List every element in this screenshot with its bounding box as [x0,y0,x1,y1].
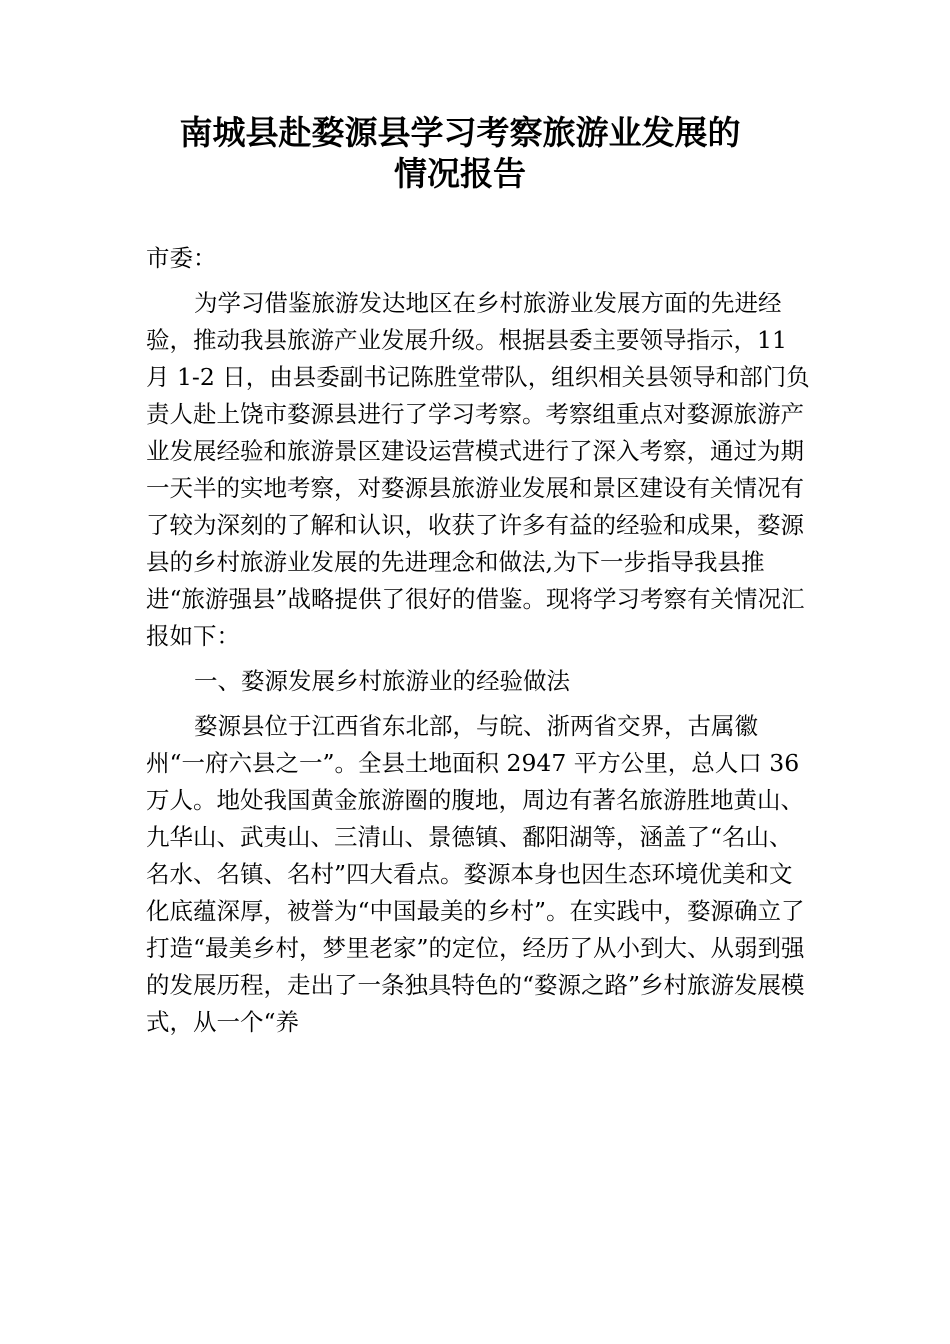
salutation: 市委： [146,244,217,272]
document-title [0,112,920,194]
title-line-2: 情况报告 [394,154,526,193]
paragraph-wuyuan-overview: 婺源县位于江西省东北部，与皖、浙两省交界，古属徽州“一府六县之一”。全县土地面积 2947 平方公里，总人口 36 万人。地处我国黄金旅游圈的腹地，周边有著名旅游胜地黄山、九华山、武夷山、三清山、景德镇、鄱阳湖等，涵盖了“名山、名水、名镇、名村”四大看点。婺源本身也因生态环境优美和文化底蕴深厚，被誉为“中国最美的乡村”。在实践中，婺源确立了打造“最美乡村，梦里老家”的定位，经历了从小到大、从弱到强的发展历程，走出了一条独具特色的“婺源之路”乡村旅游发展模式，从一个“养 [146,712,805,1036]
section-heading-1: 一、婺源发展乡村旅游业的经验做法 [194,667,570,695]
title-line-1: 南城县赴婺源县学习考察旅游业发展的 [179,113,741,152]
document-body [146,240,814,1041]
paragraph-intro: 为学习借鉴旅游发达地区在乡村旅游业发展方面的先进经验，推动我县旅游产业发展升级。根据县委主要领导指示，11 月 1-2 日，由县委副书记陈胜堂带队，组织相关县领导和部门负责人赴上饶市婺源县进行了学习考察。考察组重点对婺源旅游产业发展经验和旅游景区建设运营模式进行了深入考察，通过为期一天半的实地考察，对婺源县旅游业发展和景区建设有关情况有了较为深刻的了解和认识，收获了许多有益的经验和成果，婺源县的乡村旅游业发展的先进理念和做法,为下一步指导我县推进“旅游强县”战略提供了很好的借鉴。现将学习考察有关情况汇报如下： [146,289,810,650]
